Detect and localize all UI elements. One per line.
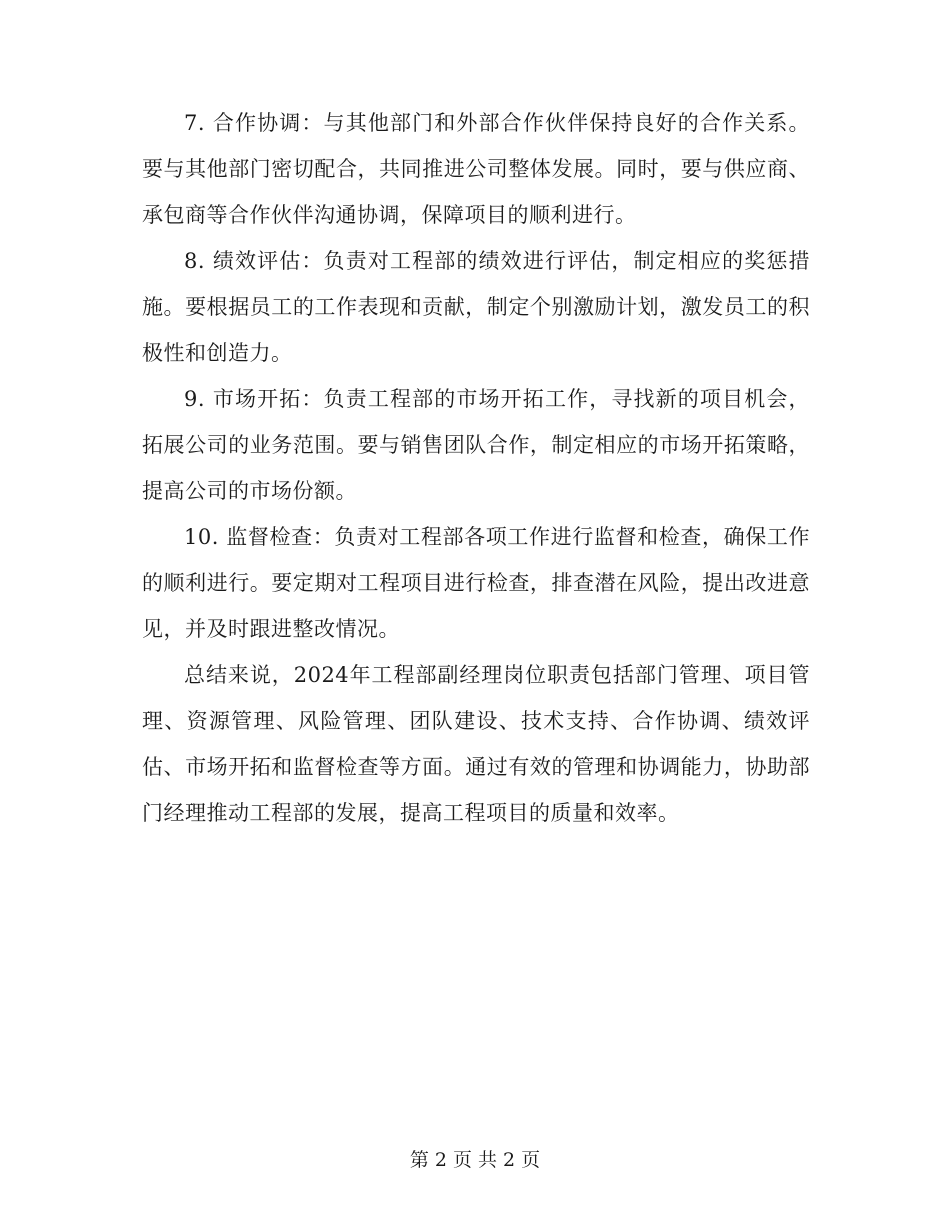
paragraph-summary: 总结来说，2024年工程部副经理岗位职责包括部门管理、项目管理、资源管理、风险管理、团队建设、技术支持、合作协调、绩效评估、市场开拓和监督检查等方面。通过有效的管理和协调能力，协助部门经理推动工程部的发展，提高工程项目的质量和效率。 [142, 663, 810, 825]
paragraph-performance: 8. 绩效评估：负责对工程部的绩效进行评估，制定相应的奖惩措施。要根据员工的工作表现和贡献，制定个别激励计划，激发员工的积极性和创造力。 [142, 249, 810, 365]
document-body [142, 100, 810, 836]
page-footer: 第 2 页 共 2 页 [409, 1149, 541, 1171]
paragraph-cooperation: 7. 合作协调：与其他部门和外部合作伙伴保持良好的合作关系。要与其他部门密切配合，共同推进公司整体发展。同时，要与供应商、承包商等合作伙伴沟通协调，保障项目的顺利进行。 [142, 111, 810, 227]
paragraph-market: 9. 市场开拓：负责工程部的市场开拓工作，寻找新的项目机会，拓展公司的业务范围。要与销售团队合作，制定相应的市场开拓策略，提高公司的市场份额。 [142, 387, 810, 503]
paragraph-supervision: 10. 监督检查：负责对工程部各项工作进行监督和检查，确保工作的顺利进行。要定期对工程项目进行检查，排查潜在风险，提出改进意见，并及时跟进整改情况。 [142, 525, 810, 641]
